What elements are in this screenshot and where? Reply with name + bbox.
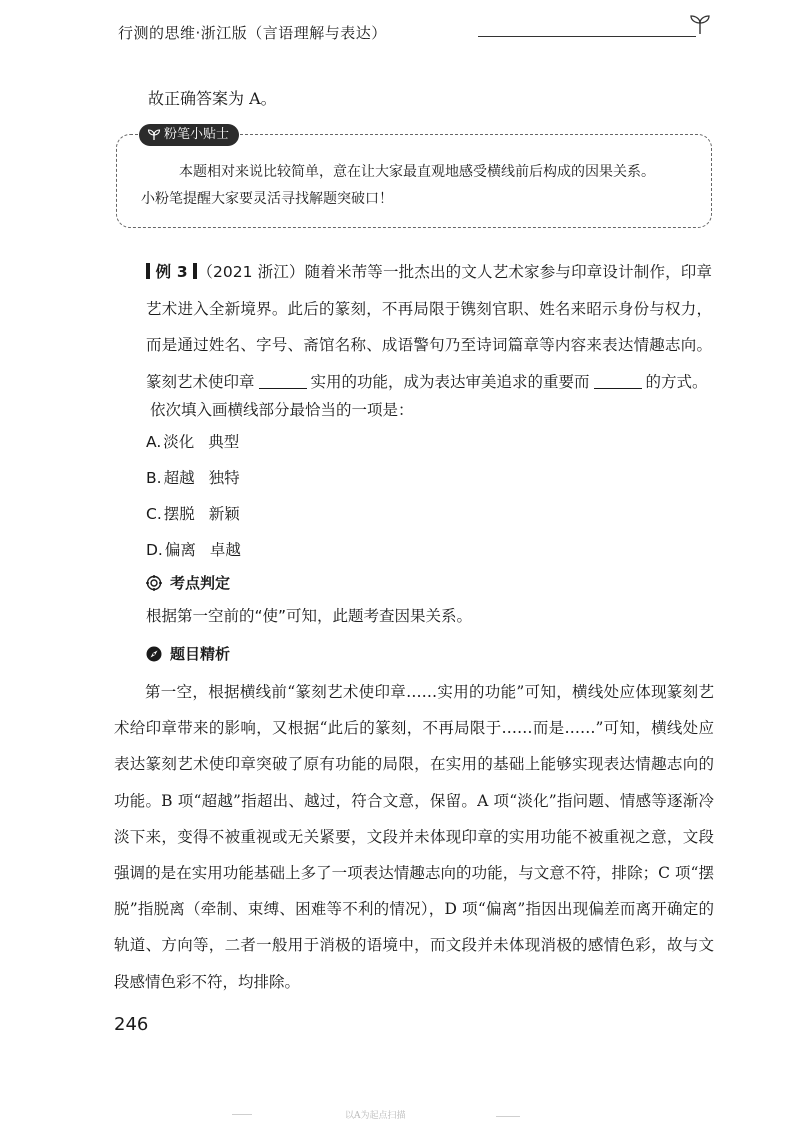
question-prompt: 依次填入画横线部分最恰当的一项是： xyxy=(150,401,414,419)
question-text: 的方式。 xyxy=(645,372,708,391)
blank-2 xyxy=(594,374,642,389)
point-heading-text: 考点判定 xyxy=(170,574,231,592)
option-c xyxy=(146,502,241,538)
option-a xyxy=(146,430,241,466)
question-text: 随着米芾等一批杰出的文人艺术家参与印章设计制作，印章艺术进入全新境界。此后的篆刻，不再局限于镌刻官职、姓名来昭示身份与权力，而是通过姓名、字号、斋馆名称、成语警句乃至诗词篇章等内容来表达情趣志向。篆刻艺术使印章 xyxy=(146,263,712,391)
option-word-1: 淡化 xyxy=(163,433,195,451)
point-heading xyxy=(146,572,230,593)
running-header xyxy=(108,22,708,44)
option-key: D. xyxy=(146,541,163,559)
option-key: C. xyxy=(146,505,162,523)
header-title: 行测的思维·浙江版（言语理解与表达） xyxy=(118,24,387,42)
page-number: 246 xyxy=(114,1014,149,1035)
tip-box xyxy=(116,127,712,228)
blank-1 xyxy=(259,374,307,389)
option-word-1: 超越 xyxy=(163,469,195,487)
header-rule xyxy=(478,36,696,37)
option-word-2: 卓越 xyxy=(209,541,241,559)
example-bar-left xyxy=(146,263,150,279)
tip-content xyxy=(117,159,711,213)
option-key: A. xyxy=(146,433,162,451)
analysis-heading xyxy=(146,643,230,664)
option-word-1: 偏离 xyxy=(164,541,196,559)
tip-line: 本题相对来说比较简单，意在让大家最直观地感受横线前后构成的因果关系。 xyxy=(179,164,655,180)
option-word-2: 典型 xyxy=(208,433,240,451)
question-text: 实用的功能，成为表达审美追求的重要而 xyxy=(310,372,590,391)
target-icon xyxy=(146,575,162,591)
option-word-1: 摆脱 xyxy=(163,505,195,523)
analysis-heading-text: 题目精析 xyxy=(170,645,231,663)
example-source: （2021 浙江） xyxy=(197,263,305,281)
sprout-icon xyxy=(147,128,161,141)
scan-speck xyxy=(496,1116,520,1117)
option-list xyxy=(146,430,241,574)
tip-label-text: 粉笔小贴士 xyxy=(164,127,230,142)
option-d xyxy=(146,538,241,574)
previous-answer-conclusion: 故正确答案为 A。 xyxy=(148,89,277,108)
compass-icon xyxy=(146,646,162,662)
option-b xyxy=(146,466,241,502)
option-key: B. xyxy=(146,469,162,487)
tip-label xyxy=(139,124,239,146)
option-word-2: 新颖 xyxy=(208,505,240,523)
example-label xyxy=(146,263,197,281)
analysis-text: 第一空，根据横线前“篆刻艺术使印章……实用的功能”可知，横线处应体现篆刻艺术给印章带来的影响，又根据“此后的篆刻，不再局限于……而是……”可知，横线处应表达篆刻艺术使印章突破了原有功能的局限，在实用的基础上能够实现表达情趣志向的功能。B 项“超越”指超出、越过，符合文意，保留。A 项“淡化”指问题、情感等逐渐冷淡下来，变得不被重视或无关紧要，文段并未体现印章的实用功能不被重视之意，文段强调的是在实用功能基础上多了一项表达情趣志向的功能，与文意不符，排除；C 项“摆脱”指脱离（牵制、束缚、困难等不利的情况），D 项“偏离”指因出现偏差而离开确定的轨道、方向等，二者一般用于消极的语境中，而文段并未体现消极的感情色彩，故与文段感情色彩不符，均排除。 xyxy=(114,683,714,991)
scan-speck xyxy=(232,1114,252,1115)
example-question xyxy=(146,254,712,400)
tip-line: 小粉笔提醒大家要灵活寻找解题突破口！ xyxy=(141,191,393,207)
sprout-icon xyxy=(688,14,712,36)
scan-watermark: 以A为起点扫描 xyxy=(345,1111,406,1121)
example-number: 例 3 xyxy=(155,263,188,281)
point-text: 根据第一空前的“使”可知，此题考查因果关系。 xyxy=(146,607,473,625)
option-word-2: 独特 xyxy=(208,469,240,487)
